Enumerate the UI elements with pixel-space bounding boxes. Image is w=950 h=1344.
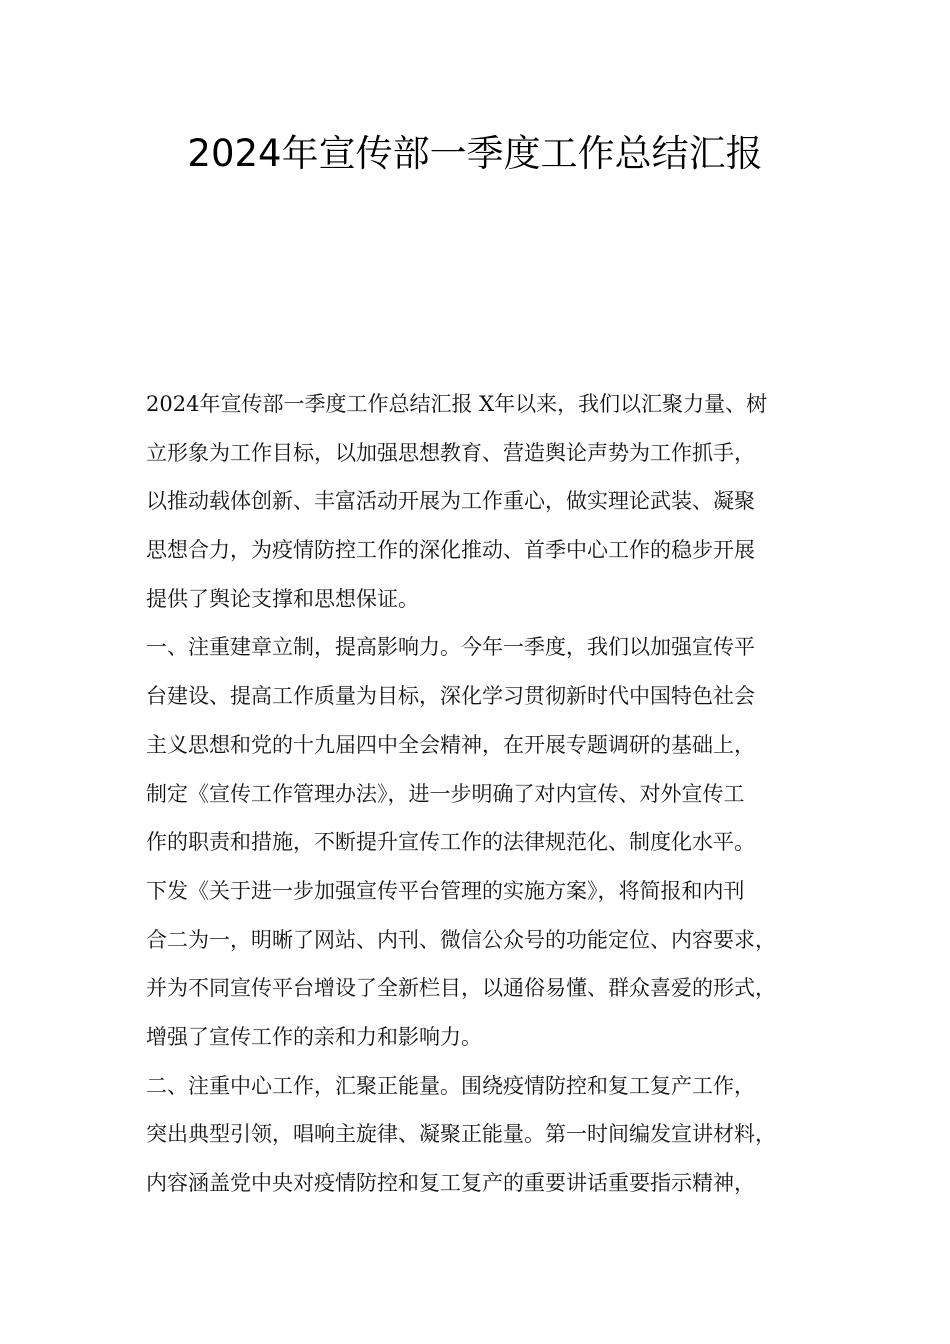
body-line: 二、注重中心工作，汇聚正能量。围绕疫情防控和复工复产工作，: [146, 1073, 755, 1098]
body-line: 合二为一，明晰了网站、内刊、微信公众号的功能定位、内容要求，: [146, 927, 776, 952]
body-line: 思想合力，为疫情防控工作的深化推动、首季中心工作的稳步开展: [146, 538, 755, 563]
body-line: 内容涵盖党中央对疫情防控和复工复产的重要讲话重要指示精神，: [146, 1171, 755, 1195]
body-line: 突出典型引领，唱响主旋律、凝聚正能量。第一时间编发宣讲材料，: [146, 1122, 776, 1147]
body-line: 并为不同宣传平台增设了全新栏目，以通俗易懂、群众喜爱的形式，: [146, 976, 776, 1001]
document-title: 2024年宣传部一季度工作总结汇报: [187, 132, 763, 175]
body-line: 一、注重建章立制，提高影响力。今年一季度，我们以加强宣传平: [146, 635, 755, 660]
body-line: 台建设、提高工作质量为目标，深化学习贯彻新时代中国特色社会: [146, 684, 755, 709]
document-body: [146, 380, 826, 1208]
body-line: 下发《关于进一步加强宣传平台管理的实施方案》，将简报和内刊: [146, 878, 745, 903]
body-line: 主义思想和党的十九届四中全会精神，在开展专题调研的基础上，: [146, 732, 755, 757]
body-line: 提供了舆论支撑和思想保证。: [146, 586, 419, 611]
body-line: 作的职责和措施，不断提升宣传工作的法律规范化、制度化水平。: [146, 830, 755, 855]
body-line: 立形象为工作目标，以加强思想教育、营造舆论声势为工作抓手，: [146, 440, 755, 465]
body-line: 制定《宣传工作管理办法》，进一步明确了对内宣传、对外宣传工: [146, 781, 745, 806]
body-line: 2024年宣传部一季度工作总结汇报 X年以来，我们以汇聚力量、树: [146, 392, 768, 416]
body-line: 以推动载体创新、丰富活动开展为工作重心，做实理论武装、凝聚: [146, 489, 755, 514]
body-line: 增强了宣传工作的亲和力和影响力。: [146, 1024, 482, 1049]
